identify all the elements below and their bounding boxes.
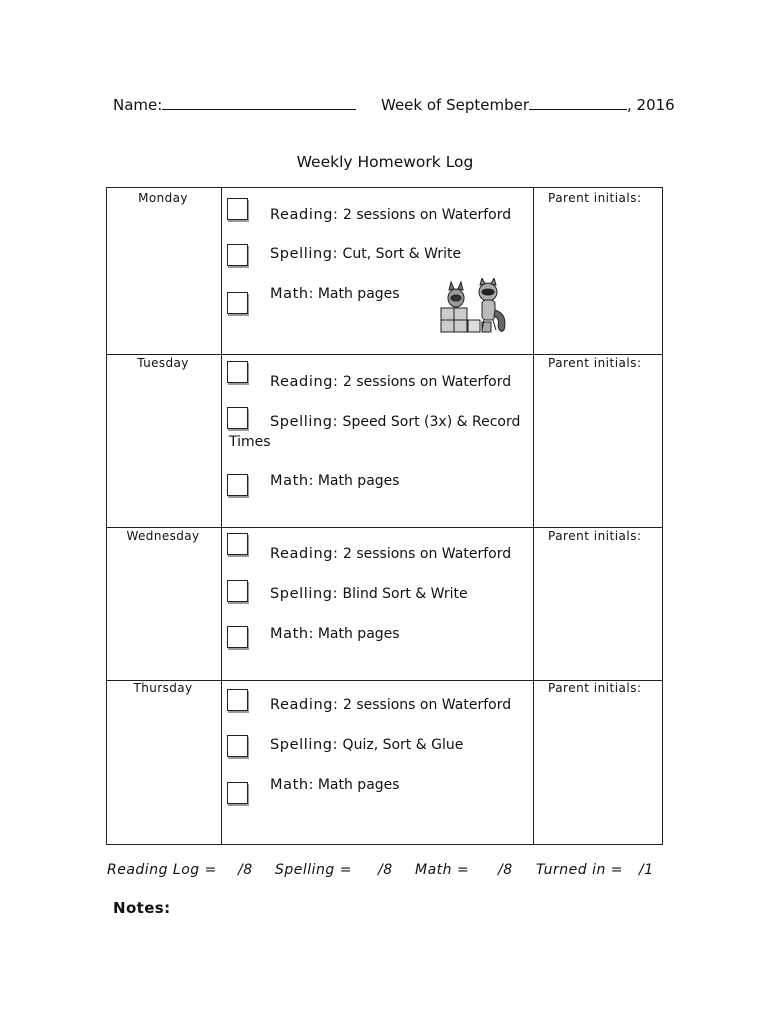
math-score-total[interactable]: /8 bbox=[498, 862, 513, 878]
name-blank-line[interactable] bbox=[162, 95, 356, 110]
checkbox-tuesday-spelling[interactable] bbox=[227, 407, 248, 429]
task-tuesday-math: Math: Math pages bbox=[270, 473, 400, 489]
checkbox-thursday-reading[interactable] bbox=[227, 689, 248, 711]
parent-initials-thursday[interactable]: Parent initials: bbox=[548, 681, 642, 695]
checkbox-thursday-math[interactable] bbox=[227, 782, 248, 804]
day-label-thursday: Thursday bbox=[133, 681, 193, 695]
parent-initials-monday[interactable]: Parent initials: bbox=[548, 191, 642, 205]
checkbox-wednesday-spelling[interactable] bbox=[227, 580, 248, 602]
week-label: Week of September bbox=[381, 96, 530, 114]
checkbox-tuesday-math[interactable] bbox=[227, 474, 248, 496]
spelling-score-label: Spelling = bbox=[275, 862, 352, 878]
task-wednesday-spelling: Spelling: Blind Sort & Write bbox=[270, 586, 468, 602]
reading-log-score-total[interactable]: /8 bbox=[238, 862, 253, 878]
task-thursday-spelling: Spelling: Quiz, Sort & Glue bbox=[270, 737, 464, 753]
table-divider bbox=[533, 188, 534, 844]
task-tuesday-spelling: Spelling: Speed Sort (3x) & Record bbox=[270, 414, 521, 430]
task-thursday-reading: Reading: 2 sessions on Waterford bbox=[270, 697, 512, 713]
name-field[interactable] bbox=[113, 95, 356, 114]
task-monday-reading: Reading: 2 sessions on Waterford bbox=[270, 207, 512, 223]
spelling-score-total[interactable]: /8 bbox=[378, 862, 393, 878]
row-divider bbox=[107, 354, 662, 355]
raccoon-clipart-icon bbox=[438, 278, 514, 338]
turned-in-score-total[interactable]: /1 bbox=[639, 862, 654, 878]
name-label: Name: bbox=[113, 96, 163, 114]
checkbox-wednesday-reading[interactable] bbox=[227, 533, 248, 555]
week-blank-line[interactable] bbox=[529, 95, 627, 110]
parent-initials-wednesday[interactable]: Parent initials: bbox=[548, 529, 642, 543]
reading-log-score-label: Reading Log = bbox=[107, 862, 217, 878]
task-monday-math: Math: Math pages bbox=[270, 286, 400, 302]
day-label-tuesday: Tuesday bbox=[137, 356, 189, 370]
turned-in-score-label: Turned in = bbox=[536, 862, 624, 878]
table-divider bbox=[221, 188, 222, 844]
week-field[interactable] bbox=[381, 95, 675, 114]
task-tuesday-reading: Reading: 2 sessions on Waterford bbox=[270, 374, 512, 390]
year-text: , 2016 bbox=[627, 96, 675, 114]
day-label-wednesday: Wednesday bbox=[126, 529, 200, 543]
checkbox-monday-reading[interactable] bbox=[227, 198, 248, 220]
page-title: Weekly Homework Log bbox=[296, 153, 474, 171]
checkbox-thursday-spelling[interactable] bbox=[227, 735, 248, 757]
checkbox-wednesday-math[interactable] bbox=[227, 626, 248, 648]
checkbox-monday-math[interactable] bbox=[227, 292, 248, 314]
checkbox-monday-spelling[interactable] bbox=[227, 244, 248, 266]
task-wednesday-reading: Reading: 2 sessions on Waterford bbox=[270, 546, 512, 562]
notes-label: Notes: bbox=[113, 899, 171, 917]
day-label-monday: Monday bbox=[138, 191, 188, 205]
task-thursday-math: Math: Math pages bbox=[270, 777, 400, 793]
parent-initials-tuesday[interactable]: Parent initials: bbox=[548, 356, 642, 370]
task-tuesday-spelling-continued: Times bbox=[229, 434, 271, 450]
task-wednesday-math: Math: Math pages bbox=[270, 626, 400, 642]
checkbox-tuesday-reading[interactable] bbox=[227, 361, 248, 383]
row-divider bbox=[107, 527, 662, 528]
math-score-label: Math = bbox=[415, 862, 470, 878]
task-monday-spelling: Spelling: Cut, Sort & Write bbox=[270, 246, 462, 262]
